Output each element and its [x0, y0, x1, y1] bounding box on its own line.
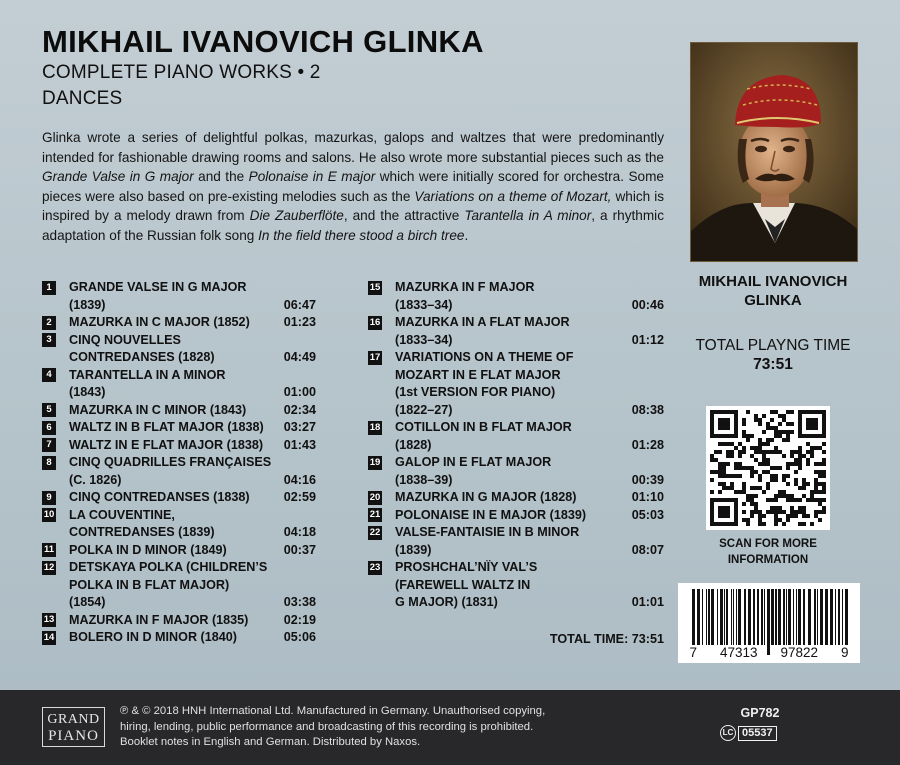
track-number: 1	[42, 281, 56, 295]
barcode	[678, 583, 860, 663]
track-title: MAZURKA IN F MAJOR	[395, 280, 535, 294]
composer-portrait	[690, 42, 858, 262]
scan-caption: SCAN FOR MORE INFORMATION	[719, 538, 817, 566]
track-item	[42, 402, 316, 420]
track-duration: 04:49	[283, 350, 316, 364]
track-duration: 03:38	[283, 595, 316, 609]
track-number: 16	[369, 316, 381, 328]
track-duration: 08:38	[631, 402, 664, 417]
track-number: 3	[42, 333, 56, 347]
track-title: PROSHCHAL’NÏY VAL’S	[395, 560, 538, 574]
track-item	[42, 629, 316, 647]
legal-notice: ℗ & © 2018 HNH International Ltd. Manufactured in Germany. Unauthorised copying, hiring, lending, public performance and broadcasting of this recording is prohibited. Booklet notes in English and German. Distributed by Naxos.	[120, 705, 546, 749]
track-title: (1843)	[69, 385, 106, 399]
track-number: 17	[369, 351, 381, 363]
track-duration: 05:03	[631, 507, 664, 522]
track-title: MAZURKA IN C MAJOR (1852)	[69, 315, 250, 329]
track-duration: 02:19	[283, 612, 316, 627]
lc-mark-icon: LC	[720, 725, 736, 741]
track-item	[368, 524, 664, 559]
track-duration: 01:28	[631, 437, 664, 452]
track-title: COTILLON IN B FLAT MAJOR	[395, 420, 572, 434]
total-time: TOTAL TIME: 73:51	[549, 632, 664, 646]
track-title: POLONAISE IN E MAJOR (1839)	[395, 507, 587, 522]
track-item	[42, 507, 316, 542]
track-number: 19	[369, 456, 381, 468]
track-duration: 01:23	[283, 315, 316, 329]
track-number: 10	[43, 509, 55, 520]
track-title: TARANTELLA IN A MINOR	[69, 367, 226, 382]
track-item	[42, 559, 316, 612]
track-duration: 08:07	[631, 542, 664, 557]
track-duration: 00:39	[631, 472, 664, 487]
track-item	[42, 279, 316, 314]
track-title: (1838–39)	[395, 472, 453, 487]
track-title: CINQ QUADRILLES FRANÇAISES	[69, 455, 272, 469]
track-number: 20	[369, 491, 381, 503]
album-volume-title: DANCES	[42, 88, 123, 109]
qr-code[interactable]	[706, 406, 830, 530]
tracklist-left	[42, 279, 316, 647]
track-title: GALOP IN E FLAT MAJOR	[395, 455, 552, 469]
track-duration: 04:18	[283, 525, 316, 539]
track-title: MAZURKA IN G MAJOR (1828)	[395, 490, 577, 504]
track-number: 21	[369, 509, 381, 520]
track-title: MAZURKA IN F MAJOR (1835)	[69, 612, 249, 627]
track-item	[42, 332, 316, 367]
track-item	[368, 279, 664, 314]
track-title: CINQ CONTREDANSES (1838)	[69, 490, 250, 504]
track-title: WALTZ IN B FLAT MAJOR (1838)	[69, 420, 264, 434]
track-duration: 03:27	[283, 420, 316, 434]
track-item	[42, 489, 316, 507]
track-title: POLKA IN D MINOR (1849)	[69, 542, 227, 557]
track-title: (1822–27)	[395, 402, 453, 417]
track-item	[42, 314, 316, 332]
track-title: (1828)	[395, 437, 432, 452]
track-title: (1833–34)	[395, 297, 453, 312]
qr-finder-pattern	[710, 410, 738, 438]
track-title: DETSKAYA POLKA (CHILDREN’S	[69, 560, 268, 574]
track-title: (1854)	[69, 595, 106, 609]
album-description: Glinka wrote a series of delightful polkas, mazurkas, galops and waltzes that were predominantly intended for fashionable drawing rooms and salons. He also wrote more substantial pieces such as the Grande Valse in G major and the Polonaise in E major which were initially scored for orchestra. Some pieces were also based on pre-existing melodies such as the Variations on a theme of Mozart, which is inspired by a melody drawn from Die Zauberflöte, and the attractive Tarantella in A minor, a rhythmic adaptation of the Russian folk song In the field there stood a birch tree.	[42, 130, 665, 243]
track-duration: 04:16	[283, 472, 316, 487]
track-number: 6	[42, 421, 56, 435]
track-number: 4	[42, 368, 56, 382]
track-number: 23	[369, 561, 381, 573]
track-duration: 00:46	[631, 297, 664, 312]
track-title: MOZART IN E FLAT MAJOR	[395, 367, 561, 382]
album-subtitle: COMPLETE PIANO WORKS • 2	[42, 62, 321, 83]
label-code	[720, 725, 777, 741]
track-duration: 01:12	[631, 332, 664, 347]
track-item	[42, 612, 316, 630]
track-number: 2	[42, 316, 56, 330]
track-item	[42, 419, 316, 437]
track-item	[368, 419, 664, 454]
track-title: MAZURKA IN C MINOR (1843)	[69, 402, 247, 417]
track-duration: 05:06	[283, 630, 316, 644]
track-title: (1839)	[395, 542, 432, 557]
track-number: 11	[43, 544, 55, 555]
track-item	[42, 454, 316, 489]
track-number: 12	[43, 561, 55, 573]
track-duration: 01:10	[631, 490, 664, 504]
track-title: (FAREWELL WALTZ IN	[395, 577, 531, 592]
track-title: MAZURKA IN A FLAT MAJOR	[395, 315, 570, 329]
track-title: CONTREDANSES (1828)	[69, 350, 215, 364]
track-title: (C. 1826)	[69, 472, 122, 487]
track-title: GRANDE VALSE IN G MAJOR	[69, 280, 247, 294]
track-number: 22	[369, 526, 381, 538]
track-title: BOLERO IN D MINOR (1840)	[69, 630, 237, 644]
total-playing-time: TOTAL PLAYNG TIME 73:51	[695, 337, 851, 373]
track-duration: 01:43	[283, 437, 316, 452]
track-number: 18	[369, 421, 381, 433]
track-title: WALTZ IN E FLAT MAJOR (1838)	[69, 437, 264, 452]
track-title: VALSE-FANTAISIE IN B MINOR	[395, 525, 580, 539]
track-title: LA COUVENTINE,	[69, 507, 175, 522]
track-number: 7	[42, 438, 56, 452]
lc-code: 05537	[738, 726, 777, 741]
track-item	[368, 314, 664, 349]
track-item	[42, 542, 316, 560]
track-title: CINQ NOUVELLES	[69, 332, 181, 347]
track-number: 14	[43, 631, 55, 643]
track-title: G MAJOR) (1831)	[395, 595, 498, 609]
track-number: 8	[42, 456, 56, 470]
track-duration: 00:37	[283, 542, 316, 557]
track-title: (1st VERSION FOR PIANO)	[395, 385, 556, 399]
track-title: (1839)	[69, 297, 106, 312]
track-number: 5	[42, 403, 56, 417]
barcode-digits: 7 47313 97822 9	[689, 645, 849, 660]
track-title: CONTREDANSES (1839)	[69, 525, 215, 539]
track-title: POLKA IN B FLAT MAJOR)	[69, 577, 230, 592]
track-duration: 02:59	[283, 490, 316, 504]
grand-piano-logo: GRAND PIANO	[42, 707, 105, 747]
composer-name: MIKHAIL IVANOVICH GLINKA	[698, 273, 848, 309]
track-duration: 01:00	[283, 385, 316, 399]
track-number: 15	[369, 281, 381, 293]
qr-finder-pattern	[710, 498, 738, 526]
track-duration: 01:01	[631, 595, 664, 609]
track-number: 13	[43, 614, 55, 625]
catalog-number: GP782	[740, 706, 780, 720]
track-number: 9	[42, 491, 56, 505]
track-title: VARIATIONS ON A THEME OF	[395, 350, 574, 364]
track-item	[368, 349, 664, 419]
composer-title: MIKHAIL IVANOVICH GLINKA	[42, 24, 484, 59]
track-item	[368, 507, 664, 525]
track-item	[42, 437, 316, 455]
track-item	[368, 559, 664, 612]
track-item	[42, 367, 316, 402]
tracklist-right	[368, 279, 664, 612]
track-item	[368, 489, 664, 507]
track-title: (1833–34)	[395, 332, 453, 347]
track-duration: 06:47	[283, 297, 316, 312]
track-duration: 02:34	[283, 402, 316, 417]
track-item	[368, 454, 664, 489]
qr-finder-pattern	[798, 410, 826, 438]
